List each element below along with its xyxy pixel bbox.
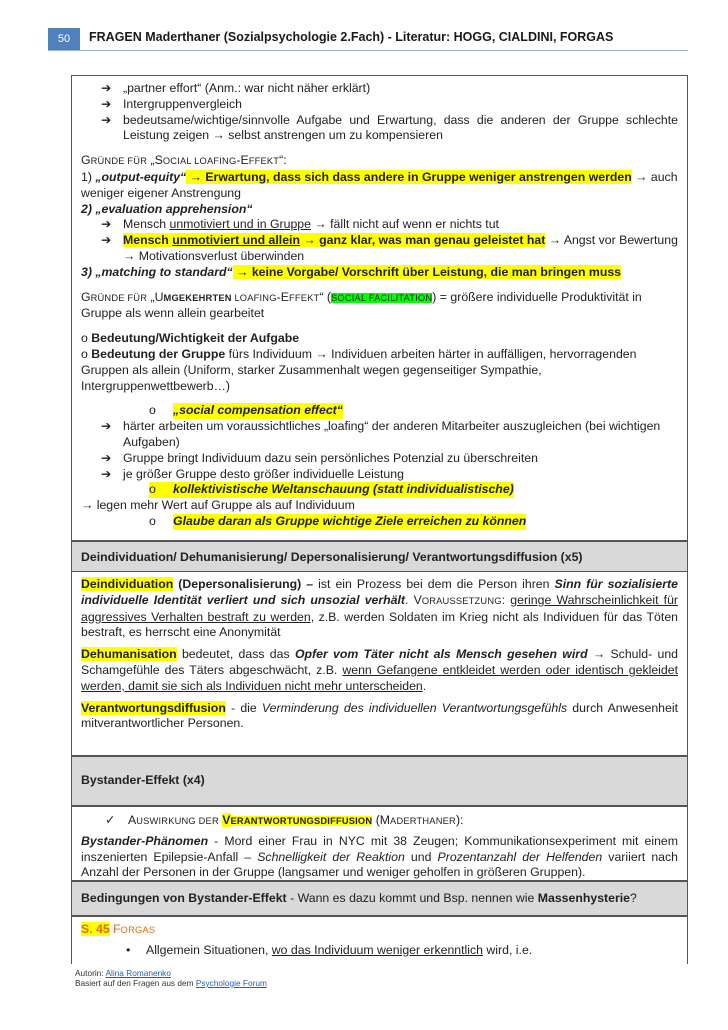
heading-reasons-reverse-loafing: GRÜNDE FÜR „UMGEKEHRTEN LOAFING-EFFEKT“ (SOCIAL FACILITATION) = größere individuelle Produktivität in Gruppe als wenn allein gearbeitet: [81, 289, 642, 321]
arrow-right-icon: ➔: [101, 96, 112, 111]
author-link[interactable]: Alina Romanenko: [105, 968, 171, 978]
section-deindividuation: [71, 571, 688, 756]
list-item: • Allgemein Situationen, wo das Individuum weniger erkenntlich wird, i.e.: [126, 942, 533, 957]
list-item: ➔ je größer Gruppe desto größer individuelle Leistung: [101, 466, 404, 481]
header-rule: [48, 50, 688, 51]
source-forgas: S. 45 FORGAS: [81, 922, 156, 936]
section-heading-bystander: Bystander-Effekt (x4): [71, 756, 688, 806]
arrow-right-icon: ➔: [101, 233, 112, 248]
arrow-right-icon: ➔: [101, 419, 112, 434]
arrow-right-icon: ➔: [101, 466, 112, 481]
reason-matching-to-standard: 3) „matching to standard“ → keine Vorgabe/ Vorschrift über Leistung, die man bringen muss: [81, 264, 622, 279]
section-heading-bystander-conditions: Bedingungen von Bystander-Effekt - Wann es dazu kommt und Bsp. nennen wie Massenhysterie?: [71, 881, 688, 916]
arrow-right-icon: ➔: [101, 217, 112, 232]
list-item: ➔ Mensch unmotiviert und allein → ganz klar, was man genau geleistet hat → Angst vor Bewertung → Motivationsverlust überwinden: [101, 233, 678, 263]
list-item: o kollektivistische Weltanschauung (statt individualistische): [149, 482, 514, 497]
list-item: ➔ Mensch unmotiviert und in Gruppe → fällt nicht auf wenn er nichts tut: [101, 217, 499, 232]
arrow-right-icon: ➔: [101, 81, 112, 95]
list-item: ➔ „partner effort“ (Anm.: war nicht näher erklärt): [101, 81, 371, 95]
list-item: o Glaube daran als Gruppe wichtige Ziele erreichen zu können: [149, 513, 527, 528]
list-item: ➔ härter arbeiten um voraussichtliches „loafing“ der anderen Mitarbeiter auszugleichen (bei wichtigen Aufgaben): [101, 419, 661, 449]
point-group-importance: o Bedeutung der Gruppe fürs Individuum → Individuen arbeiten härter in auffälligen, hervorragenden Gruppen als allein (Uniform, starker Zusammenhalt wegen gegenseitiger Sympathie, Intergruppenwettbewerb…): [81, 346, 637, 393]
line-group-value: → legen mehr Wert auf Gruppe als auf Individuum: [81, 498, 355, 513]
reason-evaluation-apprehension: 2) „evaluation apprehension“: [81, 201, 253, 216]
section-heading-deindividuation: Deindividuation/ Dehumanisierung/ Depersonalisierung/ Verantwortungsdiffusion (x5): [71, 541, 688, 572]
footer-source: Basiert auf den Fragen aus dem Psychologie Forum: [75, 978, 267, 988]
paragraph-dehumanisation: Dehumanisation bedeutet, dass das Opfer vom Täter nicht als Mensch gesehen wird → Schuld- und Schamgefühle des Täters abgeschwächt, z.B. wenn Gefangene entkleidet werden oder identisch gekleidet werden, damit sie sich als Individuen nicht mehr unterscheiden.: [81, 647, 678, 693]
list-item: o „social compensation effect“: [149, 403, 343, 418]
section-bystander-conditions: [71, 916, 688, 964]
point-task-importance: o Bedeutung/Wichtigkeit der Aufgabe: [81, 331, 300, 346]
list-item: ➔ bedeutsame/wichtige/sinnvolle Aufgabe und Erwartung, dass die anderen der Gruppe schlechte Leistung zeigen → selbst anstrengen um zu kompensieren: [101, 112, 678, 143]
arrow-right-icon: ➔: [101, 450, 112, 465]
list-item: ➔ Gruppe bringt Individuum dazu sein persönliches Potenzial zu überschreiten: [101, 450, 538, 465]
page-header: [0, 0, 728, 80]
checkmark-icon: ✓: [105, 813, 116, 827]
list-item: ➔ Intergruppenvergleich: [101, 96, 242, 111]
footer-author: Autorin: Alina Romanenko: [75, 968, 171, 978]
paragraph-deindividuation: Deindividuation (Depersonalisierung) – ist ein Prozess bei dem die Person ihren Sinn für sozialisierte individuelle Identität verliert und sich unsozial verhält. VORAUSSETZUNG: geringe Wahrscheinlichkeit für aggressives Verhalten bestraft zu werden, z.B. werden Soldaten im Krieg nicht als Individuen für das Töten bestraft, es herrscht eine Anonymität: [81, 577, 679, 640]
paragraph-verantwortungsdiffusion: Verantwortungsdiffusion - die Verminderung des individuellen Verantwortungsgefühls durch Anwesenheit mitverantwortlicher Personen.: [81, 700, 678, 731]
page-title: FRAGEN Maderthaner (Sozialpsychologie 2.Fach) - Literatur: HOGG, CIALDINI, FORGAS: [89, 30, 614, 44]
arrow-right-icon: ➔: [101, 112, 112, 127]
section-social-loafing: [71, 75, 688, 541]
paragraph-bystander-phenomenon: Bystander-Phänomen - Mord einer Frau in NYC mit 38 Zeugen; Kommunikationsexperiment mit einem inszenierten Epilepsie-Anfall – Schnelligkeit der Reaktion und Prozentanzahl der Helfenden variiert nach Anzahl der Personen in der Gruppe (langsamer und weniger geholfen in größeren Gruppen).: [81, 833, 678, 880]
page-number: 50: [48, 28, 80, 50]
list-item: ✓ AUSWIRKUNG DER VERANTWORTUNGSDIFFUSION (MADERTHANER):: [81, 813, 678, 830]
section-bystander: [71, 806, 688, 881]
page-footer: [75, 968, 267, 988]
psychologie-forum-link[interactable]: Psychologie Forum: [195, 978, 267, 988]
reason-output-equity: 1) „output-equity“ → Erwartung, dass sich dass andere in Gruppe weniger anstrengen werden → auch weniger eigener Anstrengung: [81, 169, 678, 200]
heading-reasons-social-loafing: GRÜNDE FÜR „SOCIAL LOAFING-EFFEKT“:: [81, 153, 287, 168]
